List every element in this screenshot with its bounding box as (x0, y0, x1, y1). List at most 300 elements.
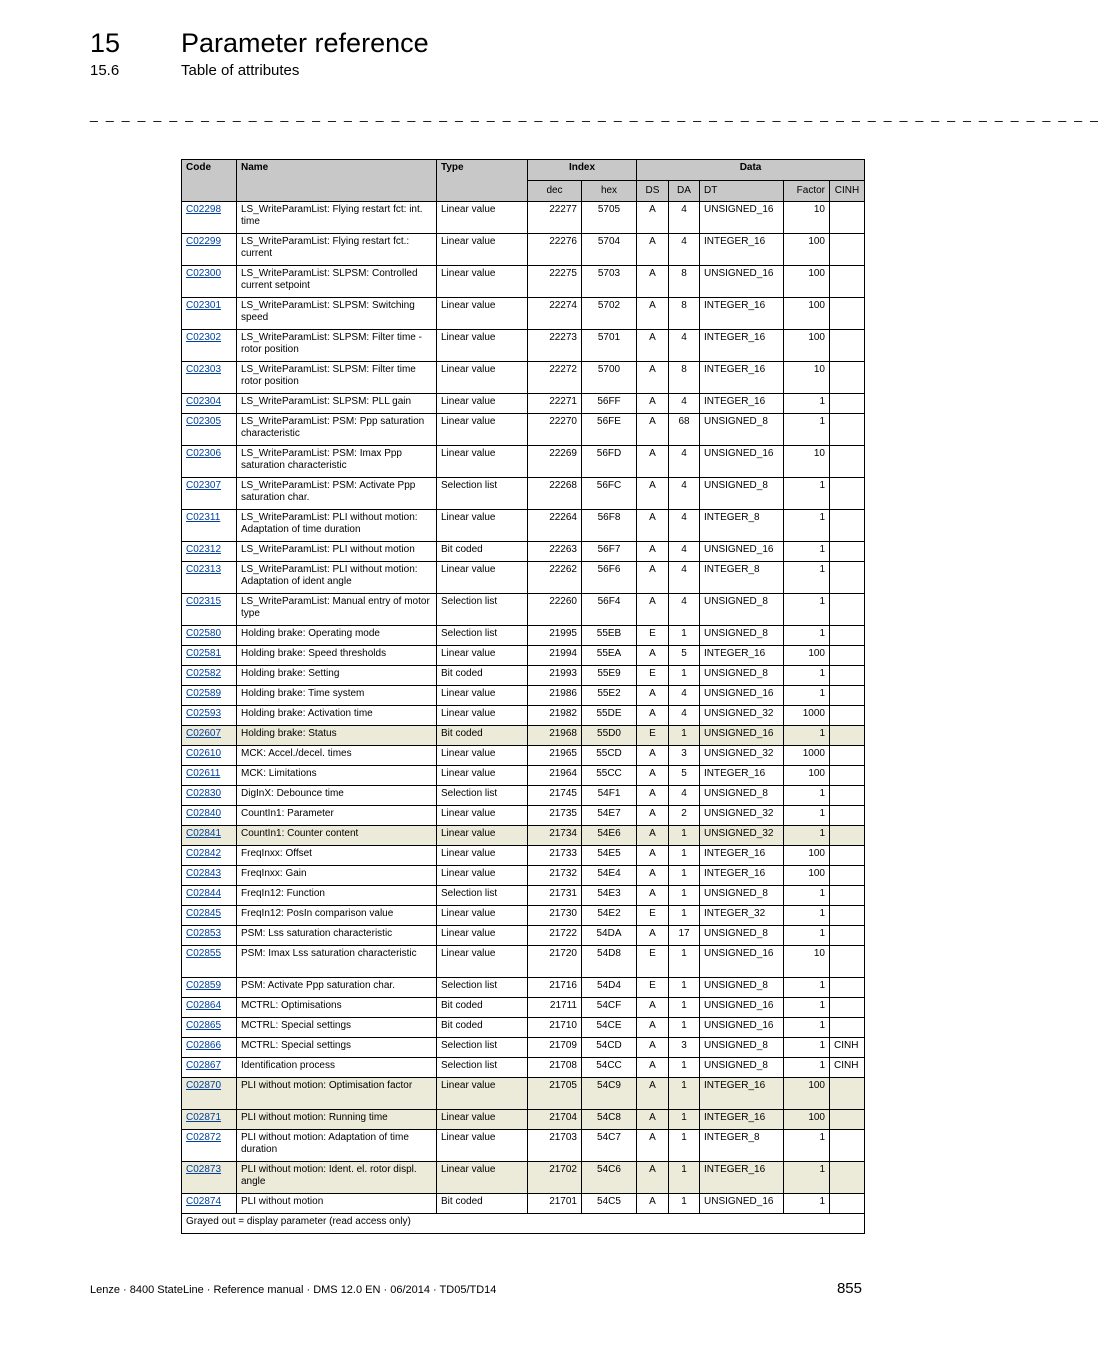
code-link[interactable]: C02844 (186, 888, 222, 899)
code-cell (182, 234, 237, 266)
code-link[interactable]: C02301 (186, 300, 222, 311)
param-name: MCTRL: Special settings (237, 1038, 437, 1058)
data-ds: A (637, 1038, 669, 1058)
table-row (182, 202, 865, 234)
data-cinh (830, 1130, 865, 1162)
data-ds: A (637, 202, 669, 234)
data-cinh (830, 510, 865, 542)
table-row (182, 906, 865, 926)
data-ds: A (637, 562, 669, 594)
index-dec: 21994 (528, 646, 582, 666)
param-type: Linear value (437, 906, 528, 926)
index-hex: 56FE (582, 414, 637, 446)
code-cell (182, 1058, 237, 1078)
param-name: LS_WriteParamList: PSM: Activate Ppp saturation char. (237, 478, 437, 510)
data-ds: A (637, 446, 669, 478)
code-cell (182, 414, 237, 446)
code-link[interactable]: C02611 (186, 768, 221, 779)
param-type: Selection list (437, 1038, 528, 1058)
index-dec: 21716 (528, 978, 582, 998)
data-factor: 1 (784, 542, 830, 562)
data-cinh (830, 330, 865, 362)
code-cell (182, 510, 237, 542)
data-ds: A (637, 478, 669, 510)
param-type: Linear value (437, 414, 528, 446)
data-dt: UNSIGNED_8 (700, 666, 784, 686)
data-factor: 1 (784, 1130, 830, 1162)
code-link[interactable]: C02581 (186, 648, 222, 659)
chapter-title: Parameter reference (181, 28, 429, 58)
data-da: 3 (669, 746, 700, 766)
table-row (182, 1078, 865, 1110)
data-ds: A (637, 1162, 669, 1194)
col-header-hex: hex (582, 181, 637, 202)
data-dt: UNSIGNED_8 (700, 978, 784, 998)
data-cinh (830, 1110, 865, 1130)
param-name: LS_WriteParamList: SLPSM: PLL gain (237, 394, 437, 414)
data-cinh (830, 766, 865, 786)
data-da: 5 (669, 646, 700, 666)
data-dt: UNSIGNED_16 (700, 726, 784, 746)
index-dec: 21701 (528, 1194, 582, 1214)
index-hex: 54E6 (582, 826, 637, 846)
param-name: PSM: Imax Lss saturation characteristic (237, 946, 437, 978)
data-factor: 1000 (784, 706, 830, 726)
attributes-table (181, 159, 865, 1234)
data-da: 2 (669, 806, 700, 826)
code-link[interactable]: C02845 (186, 908, 222, 919)
param-type: Bit coded (437, 1194, 528, 1214)
param-name: Identification process (237, 1058, 437, 1078)
param-type: Linear value (437, 510, 528, 542)
code-link[interactable]: C02871 (186, 1112, 222, 1123)
code-cell (182, 362, 237, 394)
index-hex: 55CD (582, 746, 637, 766)
index-hex: 5700 (582, 362, 637, 394)
col-header-ds: DS (637, 181, 669, 202)
code-link[interactable]: C02580 (186, 628, 222, 639)
index-hex: 54E4 (582, 866, 637, 886)
data-da: 4 (669, 594, 700, 626)
table-row (182, 542, 865, 562)
index-hex: 56F8 (582, 510, 637, 542)
code-cell (182, 562, 237, 594)
code-link[interactable]: C02866 (186, 1040, 222, 1051)
param-name: FreqIn12: PosIn comparison value (237, 906, 437, 926)
param-type: Linear value (437, 946, 528, 978)
param-type: Linear value (437, 1162, 528, 1194)
section-number: 15.6 (90, 62, 120, 79)
index-hex: 56FF (582, 394, 637, 414)
data-cinh (830, 786, 865, 806)
data-dt: UNSIGNED_8 (700, 594, 784, 626)
index-hex: 54E3 (582, 886, 637, 906)
index-hex: 54CD (582, 1038, 637, 1058)
data-da: 1 (669, 906, 700, 926)
data-dt: UNSIGNED_8 (700, 626, 784, 646)
code-link[interactable]: C02582 (186, 668, 222, 679)
index-dec: 22270 (528, 414, 582, 446)
code-link[interactable]: C02830 (186, 788, 222, 799)
code-link[interactable]: C02304 (186, 396, 222, 407)
data-cinh (830, 1018, 865, 1038)
data-ds: E (637, 726, 669, 746)
code-link[interactable]: C02870 (186, 1080, 222, 1091)
data-factor: 100 (784, 1078, 830, 1110)
data-factor: 1 (784, 998, 830, 1018)
data-ds: A (637, 866, 669, 886)
table-row (182, 478, 865, 510)
data-factor: 1 (784, 1162, 830, 1194)
table-row (182, 1018, 865, 1038)
table-row (182, 846, 865, 866)
table-row (182, 1162, 865, 1194)
data-ds: A (637, 998, 669, 1018)
param-type: Linear value (437, 806, 528, 826)
data-dt: UNSIGNED_16 (700, 202, 784, 234)
index-hex: 5701 (582, 330, 637, 362)
data-ds: A (637, 1194, 669, 1214)
param-type: Linear value (437, 706, 528, 726)
param-type: Linear value (437, 1110, 528, 1130)
footer-text: Lenze · 8400 StateLine · Reference manual · DMS 12.0 EN · 06/2014 · TD05/TD14 (90, 1284, 497, 1296)
data-da: 1 (669, 998, 700, 1018)
index-dec: 21703 (528, 1130, 582, 1162)
table-row (182, 806, 865, 826)
index-hex: 54DA (582, 926, 637, 946)
data-da: 4 (669, 446, 700, 478)
code-link[interactable]: C02841 (186, 828, 222, 839)
code-cell (182, 806, 237, 826)
data-factor: 1 (784, 510, 830, 542)
index-hex: 56FD (582, 446, 637, 478)
data-cinh (830, 298, 865, 330)
code-cell (182, 1078, 237, 1110)
param-type: Linear value (437, 234, 528, 266)
code-cell (182, 1162, 237, 1194)
code-link[interactable]: C02313 (186, 564, 222, 575)
data-da: 1 (669, 1130, 700, 1162)
param-type: Linear value (437, 562, 528, 594)
code-cell (182, 726, 237, 746)
code-link[interactable]: C02607 (186, 728, 222, 739)
col-header-code: Code (182, 160, 237, 202)
code-cell (182, 446, 237, 478)
table-row (182, 1194, 865, 1214)
data-cinh (830, 542, 865, 562)
param-type: Linear value (437, 1078, 528, 1110)
data-ds: E (637, 906, 669, 926)
index-hex: 5704 (582, 234, 637, 266)
data-factor: 1 (784, 1018, 830, 1038)
col-header-data: Data (637, 160, 865, 181)
param-type: Bit coded (437, 1018, 528, 1038)
code-cell (182, 1110, 237, 1130)
data-ds: E (637, 946, 669, 978)
param-name: PLI without motion: Ident. el. rotor displ. angle (237, 1162, 437, 1194)
code-link[interactable]: C02593 (186, 708, 222, 719)
data-ds: A (637, 298, 669, 330)
index-hex: 54C7 (582, 1130, 637, 1162)
data-factor: 100 (784, 766, 830, 786)
code-link[interactable]: C02305 (186, 416, 222, 427)
data-cinh (830, 998, 865, 1018)
code-link[interactable]: C02872 (186, 1132, 222, 1143)
index-hex: 54E5 (582, 846, 637, 866)
code-link[interactable]: C02843 (186, 868, 222, 879)
code-link[interactable]: C02299 (186, 236, 222, 247)
data-da: 1 (669, 978, 700, 998)
index-hex: 54C8 (582, 1110, 637, 1130)
table-row (182, 1058, 865, 1078)
data-factor: 1 (784, 478, 830, 510)
data-ds: A (637, 786, 669, 806)
data-da: 4 (669, 394, 700, 414)
code-link[interactable]: C02874 (186, 1196, 222, 1207)
param-name: LS_WriteParamList: PLI without motion: Adaptation of time duration (237, 510, 437, 542)
param-name: MCTRL: Special settings (237, 1018, 437, 1038)
data-cinh (830, 806, 865, 826)
data-factor: 1 (784, 726, 830, 746)
data-cinh (830, 886, 865, 906)
data-da: 4 (669, 542, 700, 562)
param-type: Bit coded (437, 542, 528, 562)
code-link[interactable]: C02864 (186, 1000, 222, 1011)
data-dt: INTEGER_16 (700, 866, 784, 886)
data-dt: UNSIGNED_8 (700, 886, 784, 906)
param-name: Holding brake: Status (237, 726, 437, 746)
data-factor: 1 (784, 686, 830, 706)
param-type: Selection list (437, 978, 528, 998)
table-header (182, 160, 865, 202)
param-name: MCTRL: Optimisations (237, 998, 437, 1018)
data-factor: 1 (784, 594, 830, 626)
index-hex: 54D8 (582, 946, 637, 978)
data-da: 8 (669, 362, 700, 394)
data-dt: UNSIGNED_8 (700, 786, 784, 806)
data-factor: 1 (784, 786, 830, 806)
data-cinh (830, 626, 865, 646)
data-cinh (830, 666, 865, 686)
code-link[interactable]: C02865 (186, 1020, 222, 1031)
table-row (182, 510, 865, 542)
data-da: 1 (669, 826, 700, 846)
data-da: 17 (669, 926, 700, 946)
data-factor: 100 (784, 298, 830, 330)
data-ds: E (637, 666, 669, 686)
code-link[interactable]: C02855 (186, 948, 222, 959)
data-dt: UNSIGNED_8 (700, 1058, 784, 1078)
data-cinh (830, 906, 865, 926)
table-row (182, 886, 865, 906)
table-row (182, 414, 865, 446)
data-da: 8 (669, 298, 700, 330)
data-ds: E (637, 978, 669, 998)
code-cell (182, 926, 237, 946)
data-cinh (830, 926, 865, 946)
index-hex: 55EB (582, 626, 637, 646)
param-type: Linear value (437, 446, 528, 478)
data-dt: INTEGER_16 (700, 362, 784, 394)
table-row (182, 686, 865, 706)
code-cell (182, 946, 237, 978)
data-factor: 1 (784, 626, 830, 646)
param-name: Holding brake: Setting (237, 666, 437, 686)
table-row (182, 362, 865, 394)
data-factor: 1 (784, 806, 830, 826)
index-hex: 54C5 (582, 1194, 637, 1214)
index-hex: 56FC (582, 478, 637, 510)
data-cinh (830, 446, 865, 478)
code-cell (182, 394, 237, 414)
code-link[interactable]: C02302 (186, 332, 222, 343)
data-cinh (830, 978, 865, 998)
param-type: Linear value (437, 362, 528, 394)
code-link[interactable]: C02307 (186, 480, 222, 491)
index-dec: 21735 (528, 806, 582, 826)
code-link[interactable]: C02842 (186, 848, 222, 859)
index-dec: 21731 (528, 886, 582, 906)
param-type: Selection list (437, 1058, 528, 1078)
table-note: Grayed out = display parameter (read access only) (182, 1214, 865, 1234)
index-dec: 22263 (528, 542, 582, 562)
data-dt: UNSIGNED_8 (700, 478, 784, 510)
param-type: Linear value (437, 202, 528, 234)
table-row (182, 446, 865, 478)
index-dec: 21711 (528, 998, 582, 1018)
data-dt: UNSIGNED_32 (700, 746, 784, 766)
code-link[interactable]: C02312 (186, 544, 222, 555)
data-factor: 100 (784, 266, 830, 298)
table-row (182, 746, 865, 766)
data-cinh (830, 846, 865, 866)
data-cinh: CINH (830, 1058, 865, 1078)
data-ds: A (637, 266, 669, 298)
code-cell (182, 766, 237, 786)
code-link[interactable]: C02589 (186, 688, 222, 699)
table-row (182, 866, 865, 886)
index-dec: 21968 (528, 726, 582, 746)
code-cell (182, 978, 237, 998)
param-type: Linear value (437, 298, 528, 330)
code-link[interactable]: C02298 (186, 204, 222, 215)
code-cell (182, 826, 237, 846)
index-dec: 22268 (528, 478, 582, 510)
param-name: MCK: Limitations (237, 766, 437, 786)
index-dec: 21995 (528, 626, 582, 646)
table-row (182, 594, 865, 626)
data-ds: A (637, 926, 669, 946)
col-header-dec: dec (528, 181, 582, 202)
index-hex: 54CC (582, 1058, 637, 1078)
data-factor: 1 (784, 886, 830, 906)
data-cinh (830, 478, 865, 510)
page-number: 855 (836, 1280, 862, 1297)
code-link[interactable]: C02840 (186, 808, 222, 819)
data-dt: UNSIGNED_16 (700, 1194, 784, 1214)
data-cinh (830, 746, 865, 766)
data-da: 8 (669, 266, 700, 298)
index-dec: 21993 (528, 666, 582, 686)
col-header-factor: Factor (784, 181, 830, 202)
table-row (182, 926, 865, 946)
code-link[interactable]: C02315 (186, 596, 222, 607)
data-factor: 100 (784, 646, 830, 666)
index-hex: 56F4 (582, 594, 637, 626)
data-dt: UNSIGNED_16 (700, 542, 784, 562)
data-da: 1 (669, 886, 700, 906)
param-name: PSM: Activate Ppp saturation char. (237, 978, 437, 998)
table-row (182, 266, 865, 298)
data-da: 1 (669, 1018, 700, 1038)
index-dec: 22272 (528, 362, 582, 394)
code-link[interactable]: C02873 (186, 1164, 222, 1175)
data-factor: 1 (784, 1038, 830, 1058)
param-type: Bit coded (437, 998, 528, 1018)
param-name: LS_WriteParamList: PSM: Imax Ppp saturation characteristic (237, 446, 437, 478)
code-link[interactable]: C02306 (186, 448, 222, 459)
index-dec: 21745 (528, 786, 582, 806)
param-type: Linear value (437, 926, 528, 946)
param-name: CountIn1: Counter content (237, 826, 437, 846)
data-dt: INTEGER_16 (700, 330, 784, 362)
data-dt: INTEGER_8 (700, 510, 784, 542)
index-hex: 55E2 (582, 686, 637, 706)
data-da: 4 (669, 234, 700, 266)
data-cinh (830, 362, 865, 394)
code-link[interactable]: C02859 (186, 980, 222, 991)
table-row (182, 946, 865, 978)
data-factor: 100 (784, 234, 830, 266)
param-name: LS_WriteParamList: PSM: Ppp saturation characteristic (237, 414, 437, 446)
param-name: MCK: Accel./decel. times (237, 746, 437, 766)
index-dec: 21965 (528, 746, 582, 766)
param-name: Holding brake: Activation time (237, 706, 437, 726)
param-type: Linear value (437, 866, 528, 886)
data-dt: INTEGER_16 (700, 1162, 784, 1194)
data-dt: INTEGER_16 (700, 646, 784, 666)
data-cinh (830, 266, 865, 298)
code-link[interactable]: C02311 (186, 512, 221, 523)
param-type: Linear value (437, 394, 528, 414)
index-hex: 55CC (582, 766, 637, 786)
code-link[interactable]: C02853 (186, 928, 222, 939)
param-name: PLI without motion: Running time (237, 1110, 437, 1130)
code-link[interactable]: C02303 (186, 364, 222, 375)
code-link[interactable]: C02300 (186, 268, 222, 279)
data-dt: UNSIGNED_16 (700, 1018, 784, 1038)
table-row (182, 394, 865, 414)
code-cell (182, 1130, 237, 1162)
data-factor: 100 (784, 330, 830, 362)
data-da: 1 (669, 1078, 700, 1110)
code-cell (182, 906, 237, 926)
code-link[interactable]: C02867 (186, 1060, 222, 1071)
data-factor: 1 (784, 978, 830, 998)
code-link[interactable]: C02610 (186, 748, 222, 759)
data-da: 1 (669, 946, 700, 978)
data-cinh (830, 1162, 865, 1194)
data-dt: UNSIGNED_32 (700, 826, 784, 846)
param-name: FreqInxx: Offset (237, 846, 437, 866)
data-dt: UNSIGNED_8 (700, 414, 784, 446)
data-da: 1 (669, 726, 700, 746)
code-cell (182, 706, 237, 726)
table-row (182, 766, 865, 786)
data-ds: A (637, 542, 669, 562)
data-ds: A (637, 510, 669, 542)
data-dt: INTEGER_16 (700, 298, 784, 330)
